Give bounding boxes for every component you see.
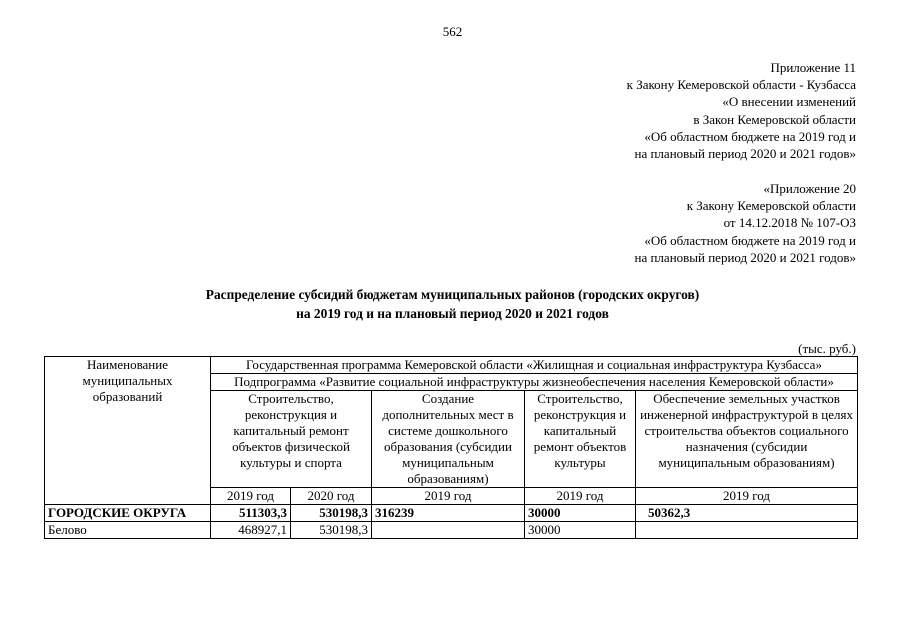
row-value: 50362,3 [636,505,858,522]
appendix-original-line: к Закону Кемеровской области [686,198,856,214]
appendix-current-line: Приложение 11 [770,60,856,75]
row-value: 316239 [372,505,525,522]
year-header: 2019 год [525,488,636,505]
name-column-header: Наименование муниципальных образований [45,357,211,505]
table-row [45,505,858,522]
subprogram-header: Подпрограмма «Развитие социальной инфраструктуры жизнеобеспечения населения Кемеровской области» [211,374,858,391]
row-value [636,522,858,539]
column-header: Строительство, реконструкция и капитальный ремонт объектов культуры [525,391,636,488]
column-header: Обеспечение земельных участков инженерной инфраструктурой в целях строительства объектов социального назначения (субсидии муниципальным образованиям) [636,391,858,488]
row-value: 530198,3 [291,505,372,522]
appendix-original-line: на плановый период 2020 и 2021 годов» [634,249,856,265]
row-value: 530198,3 [291,522,372,539]
appendix-current-line: к Закону Кемеровской области - Кузбасса [626,77,856,93]
document-title [0,285,905,323]
row-value: 30000 [525,522,636,539]
appendix-current-header [627,59,856,162]
row-value: 511303,3 [211,505,291,522]
appendix-current-line: в Закон Кемеровской области [693,111,856,127]
row-name: Белово [45,522,211,539]
row-value [372,522,525,539]
program-header: Государственная программа Кемеровской области «Жилищная и социальная инфраструктура Кузбасса» [211,357,858,374]
row-value: 30000 [525,505,636,522]
subsidy-table [44,356,858,539]
appendix-current-line: «О внесении изменений [722,94,856,110]
year-header: 2020 год [291,488,372,505]
title-line: Распределение субсидий бюджетам муниципальных районов (городских округов) [205,287,700,302]
row-name: ГОРОДСКИЕ ОКРУГА [45,505,211,522]
row-value: 468927,1 [211,522,291,539]
table-row [45,522,858,539]
year-header: 2019 год [636,488,858,505]
appendix-current-line: на плановый период 2020 и 2021 годов» [634,146,856,162]
appendix-original-line: «Приложение 20 [763,181,856,196]
table-header-row [45,357,858,374]
page-number: 562 [442,24,463,39]
appendix-current-line: «Об областном бюджете на 2019 год и [644,128,856,144]
appendix-original-line: от 14.12.2018 № 107-ОЗ [723,215,856,231]
appendix-original-header [635,180,857,266]
year-header: 2019 год [211,488,291,505]
column-header: Создание дополнительных мест в системе дошкольного образования (субсидии муниципальным образованиям) [372,391,525,488]
year-header: 2019 год [372,488,525,505]
title-line: на 2019 год и на плановый период 2020 и 2021 годов [296,306,609,321]
units-label: (тыс. руб.) [798,341,856,356]
column-header: Строительство, реконструкция и капитальный ремонт объектов физической культуры и спорта [211,391,372,488]
appendix-original-line: «Об областном бюджете на 2019 год и [644,232,856,248]
